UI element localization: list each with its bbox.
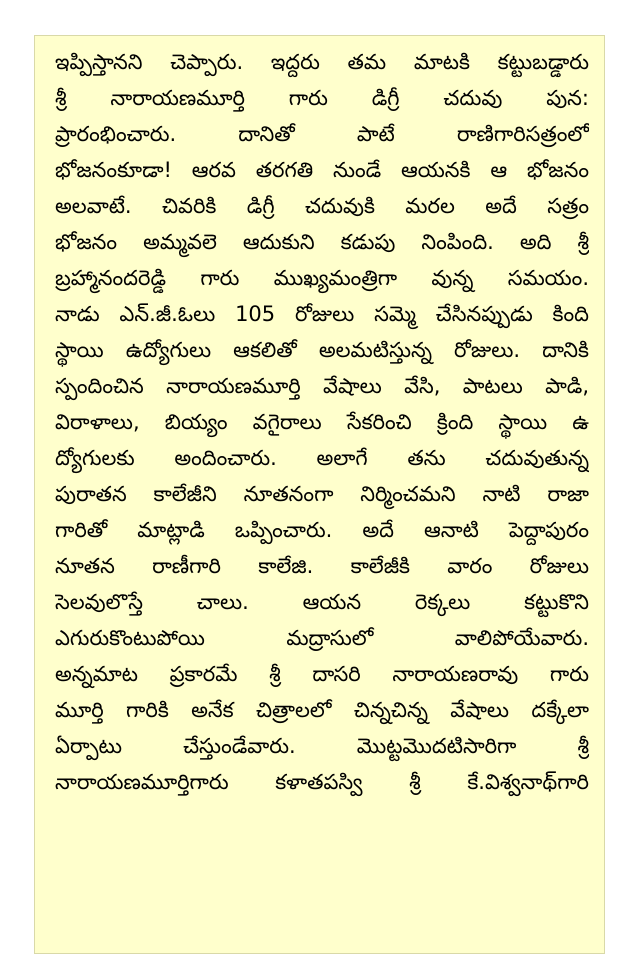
text-line: అలవాటే. చివరికి డిగ్రీ చదువుకి మరల అదే సత్రం (55, 194, 589, 218)
paragraph (55, 44, 589, 800)
text-line: గారితో మాట్లాడి ఒప్పించారు. అదే ఆనాటి పెద్దాపురం (55, 518, 589, 542)
text-line: భోజనంకూడా! ఆరవ తరగతి నుండే ఆయనకి ఆ భోజనం (55, 158, 589, 182)
text-line: మూర్తి గారికి అనేక చిత్రాలలో చిన్నచిన్న వేషాలు దక్కేలా (55, 698, 589, 722)
text-line: స్పందించిన నారాయణమూర్తి వేషాలు వేసి, పాటలు పాడి, (55, 374, 589, 398)
text-line: స్థాయి ఉద్యోగులు ఆకలితో అలమటిస్తున్న రోజులు. దానికి (55, 338, 589, 362)
text-line: శ్రీ నారాయణమూర్తి గారు డిగ్రీ చదువు పున: (55, 86, 589, 110)
text-line: నారాయణమూర్తిగారు కళాతపస్వి శ్రీ కే.విశ్వనాథ్‌గారి (55, 770, 589, 794)
text-line: ప్రారంభించారు. దానితో పాటే రాణిగారిసత్రంలో (55, 122, 589, 146)
text-line: బ్రహ్మానందరెడ్డి గారు ముఖ్యమంత్రిగా వున్న సమయం. (55, 266, 589, 290)
text-line: సెలవులొస్తే చాలు. ఆయన రెక్కలు కట్టుకొని (55, 590, 589, 614)
text-page (34, 35, 605, 954)
text-line: భోజనం అమ్మవలె ఆదుకుని కడుపు నింపింది. అది శ్రీ (55, 230, 589, 254)
text-line: నూతన రాణీగారి కాలేజి. కాలేజీకి వారం రోజులు (55, 554, 589, 578)
text-line: ద్యోగులకు అందించారు. అలాగే తను చదువుతున్న (55, 446, 589, 470)
text-line: విరాళాలు, బియ్యం వగైరాలు సేకరించి క్రింది స్థాయి ఉ (55, 410, 589, 434)
text-line: ఇప్పిస్తానని చెప్పారు. ఇద్దరు తమ మాటకి కట్టుబడ్డారు (55, 50, 589, 74)
text-line: అన్నమాట ప్రకారమే శ్రీ దాసరి నారాయణరావు గారు (55, 662, 589, 686)
text-line: ఏర్పాటు చేస్తుండేవారు. మొట్టమొదటిసారిగా శ్రీ (55, 734, 589, 758)
text-line: నాడు ఎన్.జీ.ఓలు 105 రోజులు సమ్మె చేసినప్పుడు కింది (55, 302, 589, 326)
text-line: పురాతన కాలేజీని నూతనంగా నిర్మించమని నాటి రాజా (55, 482, 589, 506)
text-line: ఎగురుకొంటుపోయి మద్రాసులో వాలిపోయేవారు. (55, 626, 589, 650)
